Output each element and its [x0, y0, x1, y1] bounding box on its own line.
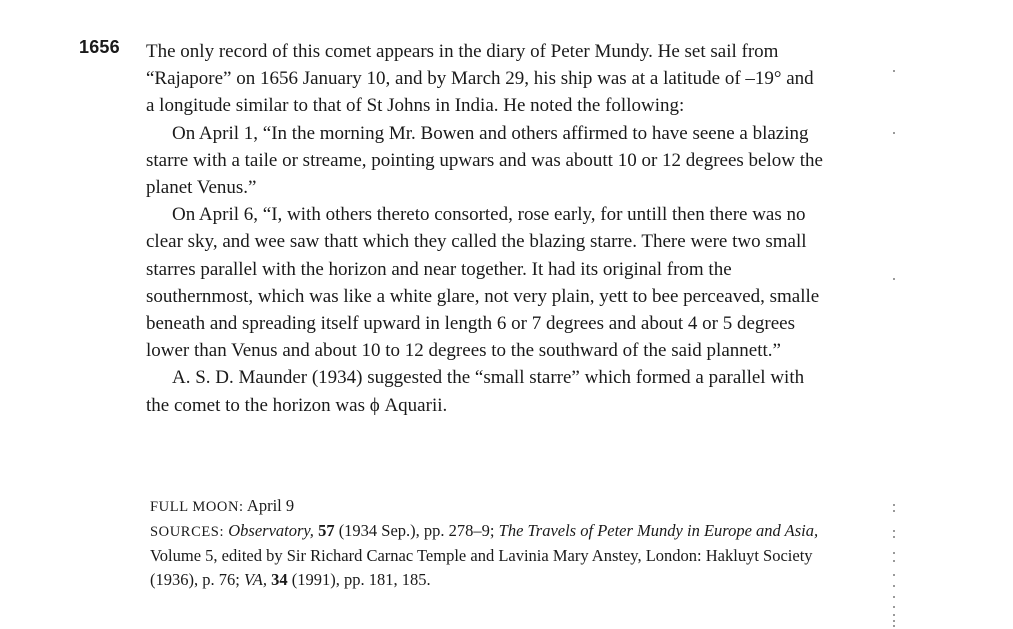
paragraph-april-6: On April 6, “I, with others thereto consorted, rose early, for untill then there was no clear sky, and wee saw thatt which they called the blazing starre. There were two small starres parallel with the horizon and near together. It had its original from the southernmost, which was like a white glare, not very plain, yett to bee perceaved, smalle beneath and spreading itself upward in length 6 or 7 degrees and about 4 or 5 degrees lower than Venus and about 10 to 12 degrees to the southward of the said plannett.” — [146, 204, 820, 362]
source-3-details: (1991), pp. 181, 185. — [287, 570, 431, 589]
source-1-details: (1934 Sep.), pp. 278–9; — [334, 521, 499, 540]
sources-label: SOURCES: — [150, 524, 225, 540]
source-2-details: Volume 5, edited by Sir Richard Carnac Temple and Lavinia Mary Anstey, London: Hakluyt Society (1936), p. 76; — [150, 546, 813, 589]
entry-year: 1656 — [79, 37, 120, 57]
paragraph-maunder: A. S. D. Maunder (1934) suggested the “small starre” which formed a parallel with the comet to the horizon was ϕ Aquarii. — [146, 367, 805, 416]
scan-edge-marks — [893, 40, 897, 629]
paragraph-april-1: On April 1, “In the morning Mr. Bowen and others affirmed to have seene a blazing starre with a taile or streame, pointing upwars and was aboutt 10 or 12 degrees below the planet Venus.” — [146, 122, 823, 199]
sources-note — [150, 519, 826, 592]
source-3-volume: 34 — [271, 570, 288, 589]
source-3-title: VA, — [243, 570, 268, 589]
entry-notes — [150, 494, 826, 592]
source-2-title: The Travels of Peter Mundy in Europe and Asia, — [498, 521, 819, 540]
source-1-title: Observatory, — [228, 521, 314, 540]
paragraph-intro: The only record of this comet appears in the diary of Peter Mundy. He set sail from “Rajapore” on 1656 January 10, and by March 29, his ship was at a latitude of –19° and a longitude similar to that of St Johns in India. He noted the following: — [146, 41, 814, 117]
full-moon-label: FULL MOON: — [150, 499, 244, 515]
source-1-volume: 57 — [318, 521, 335, 540]
full-moon-note — [150, 494, 826, 519]
entry-body — [146, 38, 826, 419]
full-moon-value: April 9 — [243, 496, 295, 515]
